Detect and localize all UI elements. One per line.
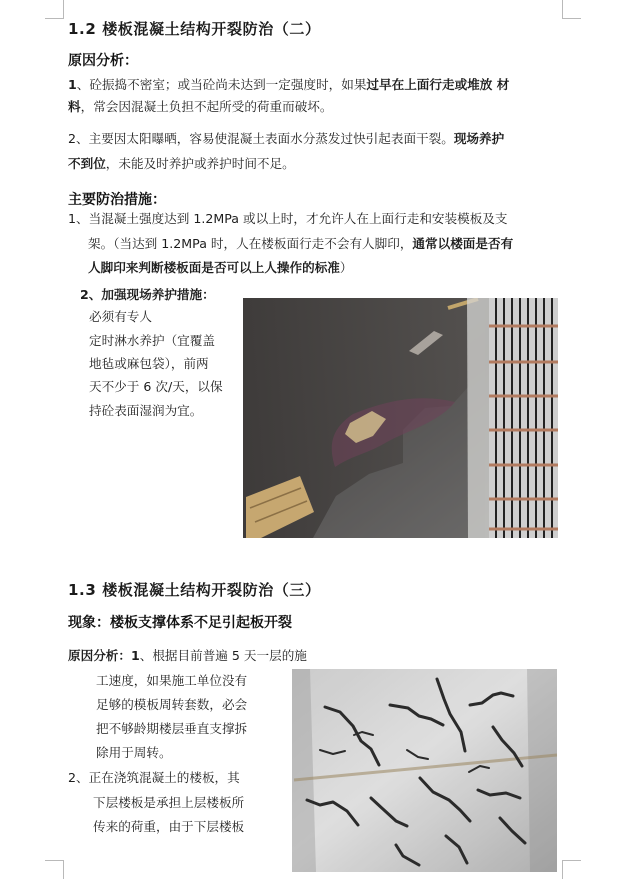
measure-1-line-3-text: ） (339, 260, 353, 275)
measure-2-line-1: 必须有专人 (89, 309, 152, 324)
bottom-left-page-corner-mark (45, 860, 64, 879)
measure-1-line-2-bold: 通常以楼面是否有 (412, 236, 514, 251)
cause-1-line-2 (68, 101, 332, 114)
curing-photo-right-panel (489, 298, 558, 538)
curing-photo-form-edge (467, 298, 489, 538)
phenomenon-heading: 现象：楼板支撑体系不足引起板开裂 (68, 615, 292, 631)
measure-1-line-3 (88, 262, 352, 275)
measure-1-line-3-bold: 人脚印来判断楼板面是否可以上人操作的标准 (88, 260, 340, 275)
cause-analysis-heading: 原因分析： (68, 53, 138, 69)
cause-4-line-2: 下层楼板是承担上层楼板所 (93, 795, 245, 810)
measure-1-line-2-text: 架。（当达到 1.2MPa 时，人在楼板面行走不会有人脚印， (88, 236, 413, 251)
cause-1-text-bold: 过早在上面行走或堆放 材 (366, 77, 510, 92)
concrete-slab-curing-photo (243, 298, 558, 538)
cause-1-number: 1 (68, 77, 77, 92)
cause-3-line-4: 除用于周转。 (96, 745, 172, 760)
cause-4-line-3: 传来的荷重，由于下层楼板 (93, 819, 245, 834)
main-measures-heading: 主要防治措施： (68, 192, 166, 208)
ceiling-photo-right-edge-shadow (527, 669, 557, 872)
cause-3-intro (68, 650, 307, 663)
cause-3-line-2: 足够的模板周转套数，必会 (96, 697, 248, 712)
cause-4-line-1: 2、正在浇筑混凝土的楼板，其 (68, 770, 240, 785)
cause-2-line-2-bold: 不到位 (68, 156, 106, 171)
measure-2-line-5: 持砼表面湿润为宜。 (89, 403, 203, 418)
cause-1-line-1 (68, 79, 509, 92)
cause-1-text-a: 、砼振捣不密室；或当砼尚未达到一定强度时，如果 (76, 77, 367, 92)
measure-2-line-4: 天不少于 6 次/天，以保 (89, 379, 223, 394)
cause-3-number: 1 (130, 648, 140, 663)
cause-1-line-2-bold: 料 (68, 99, 81, 114)
cause-2-text-a: 2、主要因太阳曝晒，容易使混凝土表面水分蒸发过快引起表面干裂。 (68, 131, 454, 146)
cause-3-intro-text: 、根据目前普遍 5 天一层的施 (139, 648, 307, 663)
measure-2-line-2: 定时淋水养护（宜覆盖 (89, 333, 215, 348)
cause-2-text-bold: 现场养护 (453, 131, 505, 146)
measure-2-heading: 2、加强现场养护措施： (80, 287, 215, 302)
cause-3-line-1: 工速度，如果施工单位没有 (96, 673, 248, 688)
section-title-1: 1.2 楼板混凝土结构开裂防治（二） (68, 20, 321, 38)
section-title-2: 1.3 楼板混凝土结构开裂防治（三） (68, 581, 321, 599)
cause-heading-2: 原因分析： (68, 648, 131, 663)
cause-1-line-2-text: ，常会因混凝土负担不起所受的荷重而破坏。 (80, 99, 333, 114)
ceiling-photo-illustration (292, 669, 557, 872)
cause-3-line-3: 把不够龄期楼层垂直支撑拆 (96, 721, 248, 736)
top-right-page-corner-mark (562, 0, 581, 19)
measure-2-line-3: 地毡或麻包袋），前两 (89, 356, 209, 371)
curing-photo-illustration (243, 298, 558, 538)
cause-2-line-2-text: ，未能及时养护或养护时间不足。 (105, 156, 295, 171)
cause-2-line-2 (68, 158, 295, 171)
cracked-ceiling-slab-photo (292, 669, 557, 872)
measure-1-line-2 (88, 238, 513, 251)
measure-1-line-1: 1、当混凝土强度达到 1.2MPa 或以上时，才允许人在上面行走和安装模板及支 (68, 211, 508, 226)
page-section-gap (0, 548, 626, 568)
top-left-page-corner-mark (45, 0, 64, 19)
cause-2-line-1 (68, 133, 504, 146)
ceiling-photo-highlight (292, 669, 557, 872)
bottom-right-page-corner-mark (562, 860, 581, 879)
